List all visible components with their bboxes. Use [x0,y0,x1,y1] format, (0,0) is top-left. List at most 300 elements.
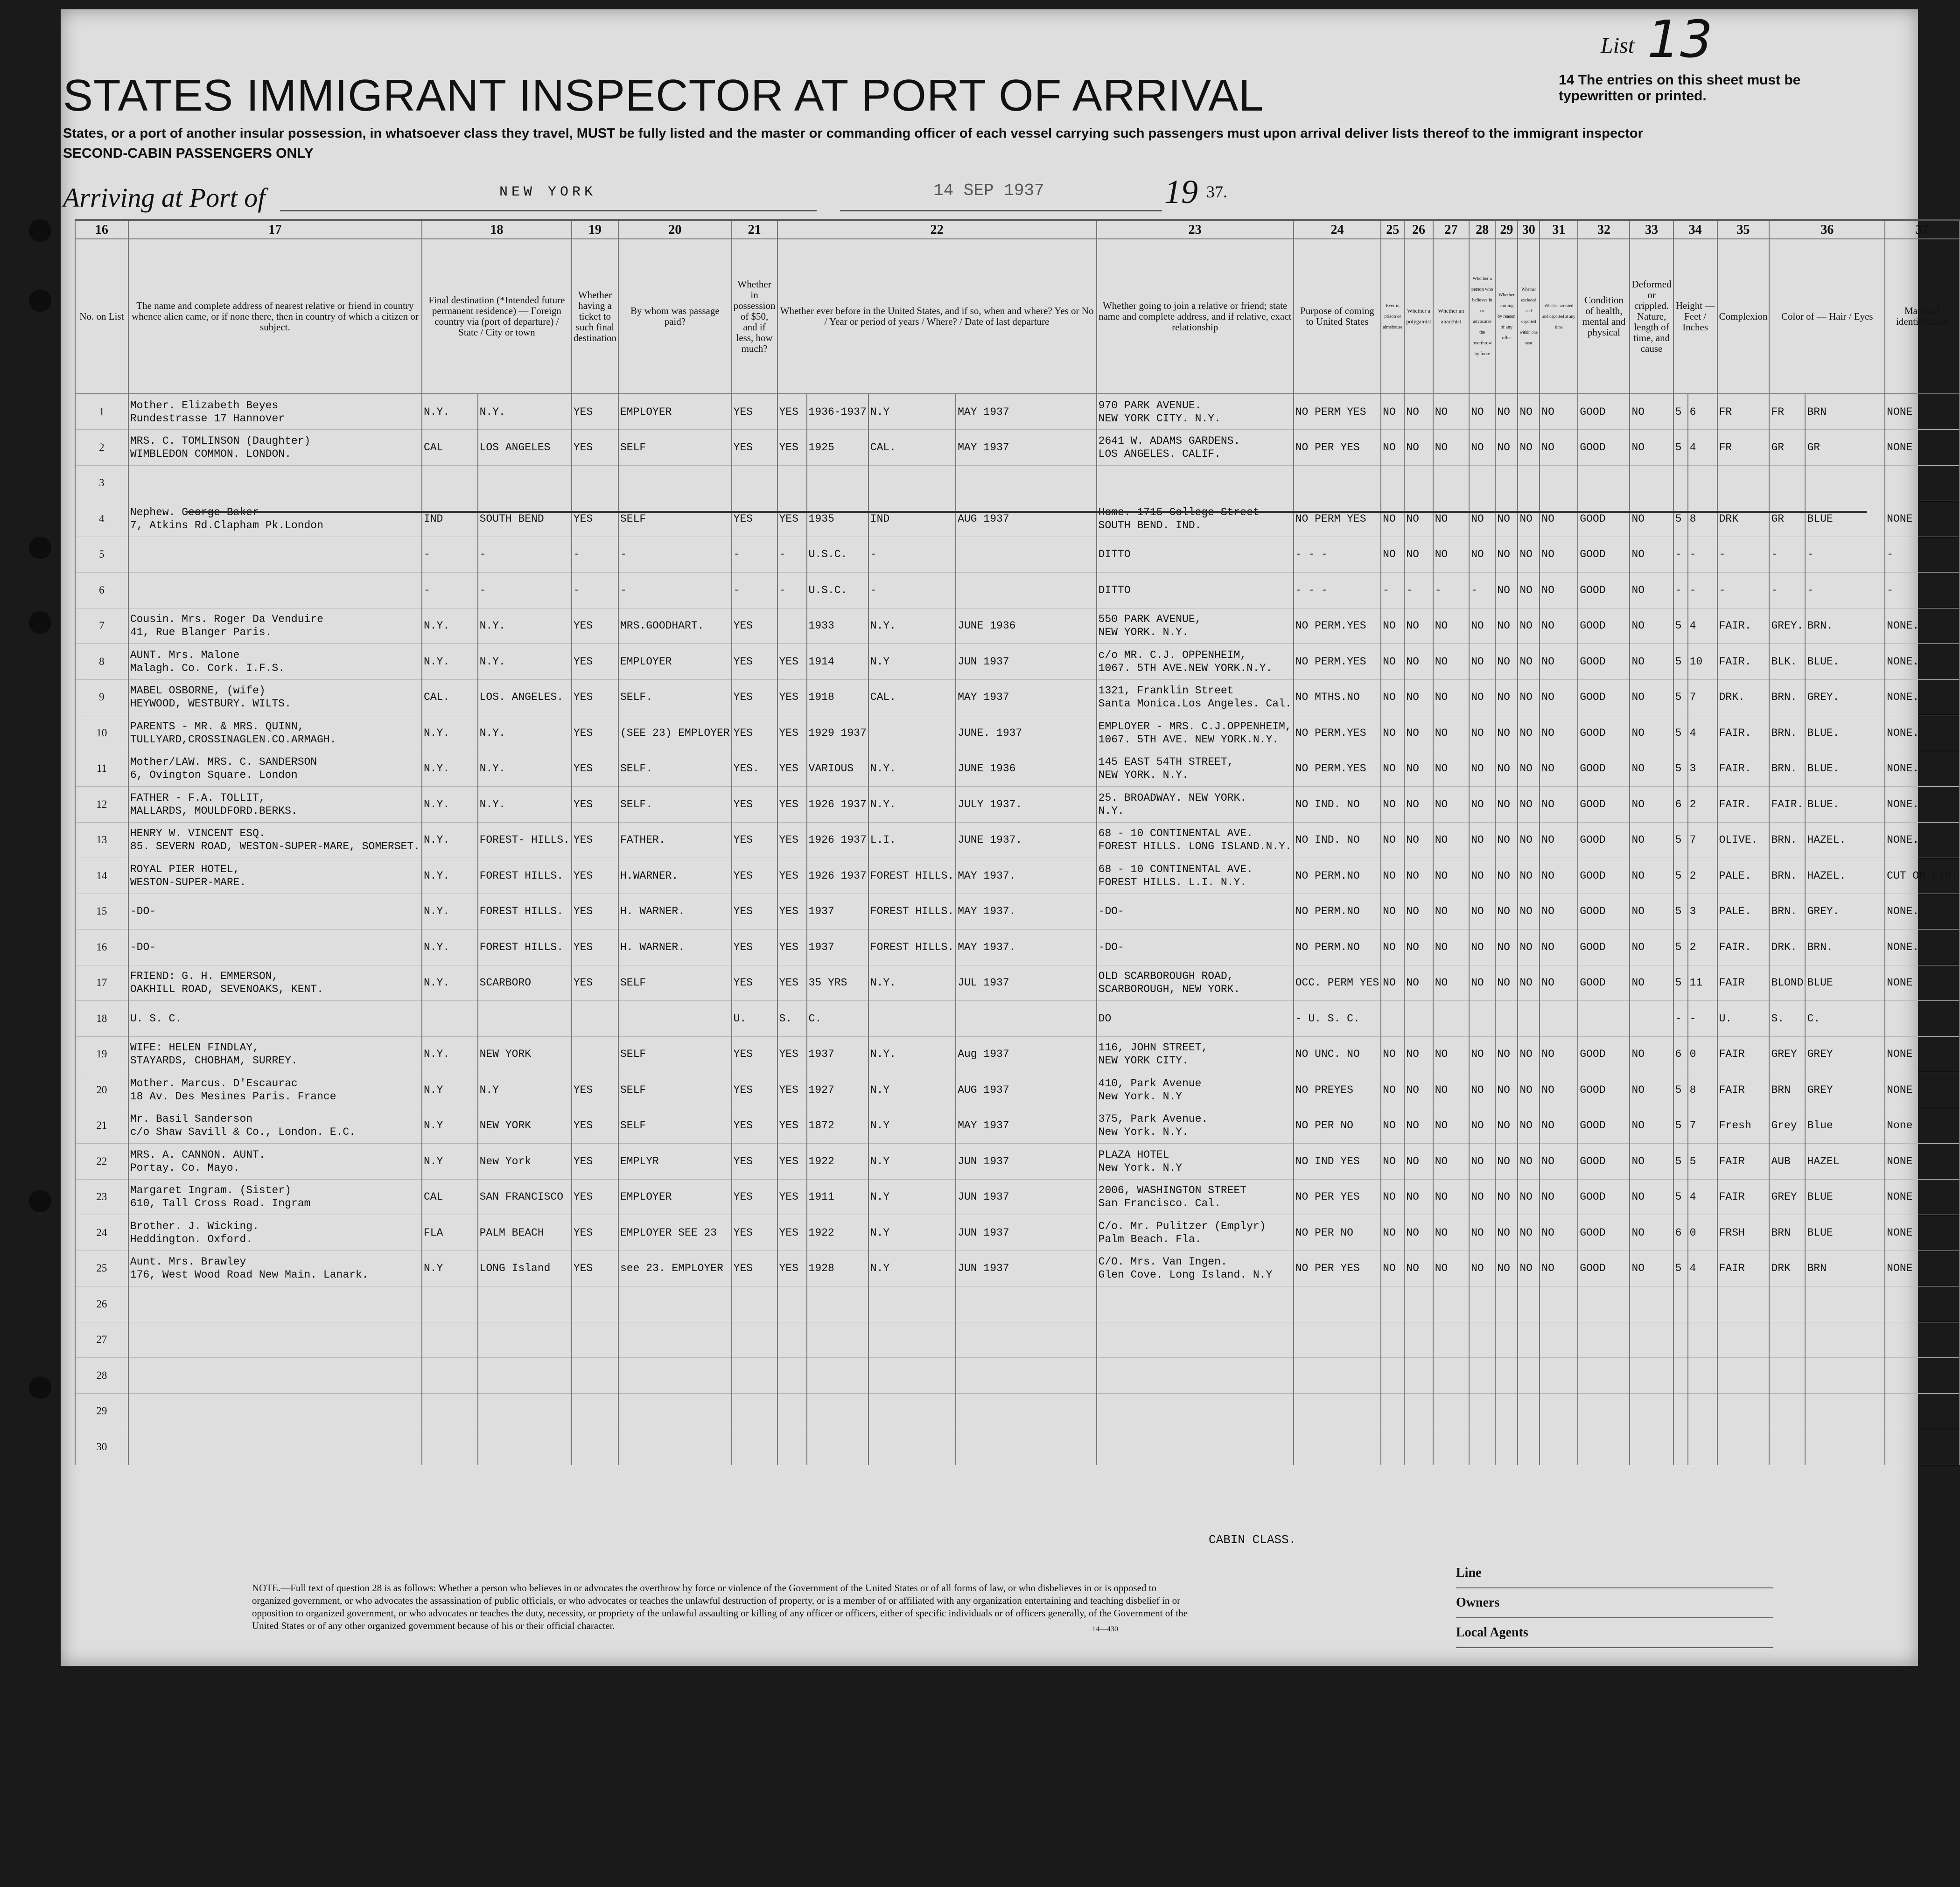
cell-paid: H. WARNER. [618,930,732,965]
cell-eyes [1805,1393,1885,1429]
cell-relative: Brother. J. Wicking. Heddington. Oxford. [128,1215,422,1251]
cell-ft: 5 [1673,679,1688,715]
page-title: STATES IMMIGRANT INSPECTOR AT PORT OF ARRIVAL [63,70,1264,120]
cell-ticket: YES [572,394,618,430]
cell-c26: NO [1404,1144,1433,1180]
cell-in: 5 [1688,1144,1717,1180]
cell-complexion: FAIR [1717,1036,1770,1072]
cell-before: YES [777,787,807,823]
cell-marks: NONE [1885,1144,1960,1180]
table-row [75,1001,1960,1037]
cell-eyes: BLUE [1805,1179,1885,1215]
header-health: Condition of health, mental and physical [1578,239,1630,394]
cell-join: 25. BROADWAY. NEW YORK. N.Y. [1097,787,1294,823]
cell-money: YES [732,858,777,894]
cell-state: N.Y. [422,394,478,430]
cell-dep [956,573,1096,608]
cell-deformed: NO [1630,858,1673,894]
cell-c30: NO [1518,787,1540,823]
cell-complexion: FAIR [1717,1251,1770,1286]
cell-c28: NO [1469,1215,1495,1251]
header-final-destination: Final destination (*Intended future permanent residence) — Foreign country via (port of departure) / State / City or town [422,239,572,394]
cell-c27: NO [1433,537,1469,573]
cell-c27: NO [1433,787,1469,823]
cell-no: 30 [75,1429,128,1465]
cell-in: 7 [1688,679,1717,715]
cell-dep: JUL 1937 [956,965,1096,1001]
cell-money: YES [732,1251,777,1286]
cell-paid: (SEE 23) EMPLOYER [618,715,732,751]
cell-complexion: FRSH [1717,1215,1770,1251]
cell-paid: SELF [618,1072,732,1108]
cell-relative [128,1358,422,1394]
cell-c30: NO [1518,501,1540,537]
cell-no: 28 [75,1358,128,1394]
cell-no: 18 [75,1001,128,1037]
cell-c28: NO [1469,608,1495,644]
cell-no: 21 [75,1108,128,1144]
cell-ticket [572,1036,618,1072]
cell-join: DO [1097,1001,1294,1037]
cell-c25: NO [1381,537,1404,573]
cell-c27: NO [1433,608,1469,644]
cell-c31: NO [1540,537,1578,573]
cell-c27: NO [1433,858,1469,894]
year-prefix: 19 [1164,173,1198,210]
cell-eyes: BRN [1805,394,1885,430]
cell-where [868,1322,956,1358]
cell-health: GOOD [1578,965,1630,1001]
cell-ticket: YES [572,1215,618,1251]
owners-label: Owners [1456,1588,1773,1618]
cell-no: 4 [75,501,128,537]
cell-city: SOUTH BEND [478,501,572,537]
cell-c25: NO [1381,430,1404,466]
cell-purpose: NO PERM YES [1294,501,1381,537]
cell-join: EMPLOYER - MRS. C.J.OPPENHEIM, 1067. 5TH AVE. NEW YORK.N.Y. [1097,715,1294,751]
port-underline [280,210,817,211]
cell-c31: NO [1540,679,1578,715]
cell-eyes: BRN [1805,1251,1885,1286]
cell-purpose: NO PER NO [1294,1108,1381,1144]
header-deformed: Deformed or crippled. Nature, length of time, and cause [1630,239,1673,394]
cell-money [732,1429,777,1465]
binder-hole [29,611,51,634]
cell-c25: NO [1381,822,1404,858]
cell-join: C/O. Mrs. Van Ingen. Glen Cove. Long Island. N.Y [1097,1251,1294,1286]
cell-before: YES [777,965,807,1001]
cell-no: 3 [75,465,128,501]
cell-c29: NO [1495,394,1518,430]
cell-in: 8 [1688,501,1717,537]
cell-join: DITTO [1097,537,1294,573]
cell-deformed: NO [1630,1144,1673,1180]
cell-hair: BRN. [1769,715,1805,751]
cell-purpose: - U. S. C. [1294,1001,1381,1037]
cell-c28: NO [1469,1108,1495,1144]
cell-years [807,1322,868,1358]
entries-note: 14 The entries on this sheet must be typewritten or printed. [1559,72,1801,104]
cell-c31: NO [1540,715,1578,751]
cell-marks: - [1885,537,1960,573]
line-label: Line [1456,1559,1773,1588]
cell-city [478,1429,572,1465]
cell-city: PALM BEACH [478,1215,572,1251]
cell-ticket: YES [572,930,618,965]
table-row [75,1144,1960,1180]
cell-ft: 5 [1673,1251,1688,1286]
cell-dep: MAY 1937 [956,1108,1096,1144]
cell-relative [128,1322,422,1358]
cell-c29: NO [1495,1108,1518,1144]
cell-marks: NONE. [1885,930,1960,965]
cell-join: 2006, WASHINGTON STREET San Francisco. Cal. [1097,1179,1294,1215]
cell-complexion: OLIVE. [1717,822,1770,858]
cell-c26: NO [1404,751,1433,787]
cell-ticket: - [572,537,618,573]
table-row [75,930,1960,965]
cell-where: L.I. [868,822,956,858]
cell-c27: NO [1433,751,1469,787]
cell-in: 4 [1688,1251,1717,1286]
cell-city [478,1286,572,1322]
cell-c28: NO [1469,930,1495,965]
cell-dep: MAY 1937 [956,430,1096,466]
cell-c29: NO [1495,1179,1518,1215]
cell-deformed: NO [1630,644,1673,680]
cell-ft: 5 [1673,930,1688,965]
cell-health: GOOD [1578,930,1630,965]
cell-health: GOOD [1578,608,1630,644]
cell-marks [1885,1393,1960,1429]
cell-years: C. [807,1001,868,1037]
cell-money: YES [732,679,777,715]
cell-c29: NO [1495,1251,1518,1286]
cell-complexion: FAIR [1717,1179,1770,1215]
cell-years: 1925 [807,430,868,466]
cell-ticket [572,1001,618,1037]
cell-complexion: FR [1717,430,1770,466]
cell-c25: NO [1381,751,1404,787]
cell-money: YES [732,1179,777,1215]
table-row [75,608,1960,644]
cell-years: 1929 1937 [807,715,868,751]
cell-purpose: NO PER YES [1294,430,1381,466]
cell-c27 [1433,1286,1469,1322]
cell-deformed: NO [1630,894,1673,930]
cell-city: FOREST HILLS. [478,894,572,930]
cell-eyes [1805,1286,1885,1322]
cell-deformed: NO [1630,537,1673,573]
cell-c31 [1540,1001,1578,1037]
cell-state [422,465,478,501]
cell-in: - [1688,537,1717,573]
cell-years: 1928 [807,1251,868,1286]
signature-block [1456,1559,1773,1648]
header-polygamist: Whether a polygamist [1404,239,1433,394]
cell-years: 1926 1937 [807,787,868,823]
cell-health: GOOD [1578,1072,1630,1108]
cell-ticket: YES [572,1144,618,1180]
cell-purpose: NO PER YES [1294,1251,1381,1286]
cell-c26: NO [1404,1036,1433,1072]
cell-before: YES [777,1144,807,1180]
cell-dep [956,1358,1096,1394]
cell-ft [1673,1358,1688,1394]
cell-deformed [1630,1429,1673,1465]
cell-c29: NO [1495,1072,1518,1108]
cell-dep [956,1322,1096,1358]
cell-city: SCARBORO [478,965,572,1001]
cell-years [807,465,868,501]
cell-before: - [777,537,807,573]
header-joining: Whether going to join a relative or friend; state name and complete address, and if relative, exact relationship [1097,239,1294,394]
cell-c29: NO [1495,787,1518,823]
cell-health: GOOD [1578,1215,1630,1251]
cell-c31: NO [1540,430,1578,466]
cell-c28: NO [1469,858,1495,894]
cell-c31: NO [1540,1036,1578,1072]
cell-dep: Aug 1937 [956,1036,1096,1072]
cell-no: 24 [75,1215,128,1251]
cell-paid: SELF. [618,751,732,787]
cell-health [1578,1322,1630,1358]
cell-before: YES [777,751,807,787]
cell-marks: NONE. [1885,751,1960,787]
cell-purpose: NO PERM.NO [1294,894,1381,930]
cell-deformed: NO [1630,1251,1673,1286]
cell-no: 22 [75,1144,128,1180]
cell-hair: DRK [1769,1251,1805,1286]
table-row [75,894,1960,930]
cell-c26: NO [1404,608,1433,644]
cell-c25: NO [1381,965,1404,1001]
cell-where: N.Y. [868,1036,956,1072]
cell-c26: NO [1404,537,1433,573]
cell-c29: NO [1495,965,1518,1001]
cell-c26: NO [1404,501,1433,537]
cell-dep [956,465,1096,501]
cell-eyes: BLUE. [1805,644,1885,680]
header-prison: Ever in prison or almshouse [1381,239,1404,394]
cell-purpose: NO IND YES [1294,1144,1381,1180]
cell-c31: NO [1540,1215,1578,1251]
cell-eyes [1805,1322,1885,1358]
cell-where: N.Y [868,1072,956,1108]
cell-hair [1769,465,1805,501]
cell-relative [128,1429,422,1465]
cell-ft [1673,1286,1688,1322]
cell-no: 14 [75,858,128,894]
cell-deformed: NO [1630,1036,1673,1072]
cell-before: YES [777,501,807,537]
cell-deformed [1630,1286,1673,1322]
column-number: 16 [75,220,128,239]
cell-city: New York [478,1144,572,1180]
cell-c25: NO [1381,1072,1404,1108]
cell-in: - [1688,573,1717,608]
cell-no: 19 [75,1036,128,1072]
cell-where: FOREST HILLS. [868,858,956,894]
cell-health: GOOD [1578,501,1630,537]
cell-health: GOOD [1578,573,1630,608]
cell-city: FOREST- HILLS. [478,822,572,858]
cell-join: DITTO [1097,573,1294,608]
cell-in [1688,1322,1717,1358]
cell-c30: NO [1518,1036,1540,1072]
column-number: 27 [1433,220,1469,239]
cell-state: CAL [422,430,478,466]
cell-in: 3 [1688,894,1717,930]
cell-where: N.Y. [868,965,956,1001]
cell-purpose: NO PER YES [1294,1179,1381,1215]
cell-complexion: FAIR. [1717,715,1770,751]
cell-purpose: NO PERM YES [1294,394,1381,430]
header-height: Height — Feet / Inches [1673,239,1717,394]
table-row [75,394,1960,430]
cell-deformed: NO [1630,1108,1673,1144]
cell-state: N.Y [422,1251,478,1286]
cell-c28: NO [1469,894,1495,930]
cell-deformed: NO [1630,573,1673,608]
cell-where: CAL. [868,679,956,715]
cell-c30: NO [1518,822,1540,858]
cell-c28: NO [1469,537,1495,573]
column-number: 26 [1404,220,1433,239]
cell-complexion: FAIR. [1717,751,1770,787]
column-number: 35 [1717,220,1770,239]
header-purpose: Purpose of coming to United States [1294,239,1381,394]
cell-c29: NO [1495,501,1518,537]
cell-c25 [1381,1001,1404,1037]
cell-c31: NO [1540,822,1578,858]
cell-c25: NO [1381,1215,1404,1251]
class-line: SECOND-CABIN PASSENGERS ONLY [63,146,314,161]
cell-ft: 5 [1673,822,1688,858]
cell-marks: None [1885,1108,1960,1144]
cell-health [1578,1429,1630,1465]
cell-health: GOOD [1578,751,1630,787]
cell-complexion: FAIR. [1717,930,1770,965]
cell-ft: 5 [1673,858,1688,894]
cell-deformed: NO [1630,1072,1673,1108]
cell-ticket: YES [572,1179,618,1215]
cell-join: 410, Park Avenue New York. N.Y [1097,1072,1294,1108]
cell-paid [618,1393,732,1429]
cell-relative: MRS. C. TOMLINSON (Daughter) WIMBLEDON COMMON. LONDON. [128,430,422,466]
cell-marks: CUT ON LIP. [1885,858,1960,894]
cell-eyes: HAZEL. [1805,858,1885,894]
cell-c29 [1495,1429,1518,1465]
cell-no: 16 [75,930,128,965]
cell-join: 970 PARK AVENUE. NEW YORK CITY. N.Y. [1097,394,1294,430]
table-row [75,965,1960,1001]
cell-purpose: NO PERM.NO [1294,858,1381,894]
cell-where [868,715,956,751]
cell-c28 [1469,1393,1495,1429]
cell-c28: NO [1469,715,1495,751]
cell-where: N.Y [868,1108,956,1144]
cell-eyes: BLUE. [1805,715,1885,751]
cell-complexion: DRK [1717,501,1770,537]
cell-c31: NO [1540,1108,1578,1144]
cell-marks: NONE. [1885,679,1960,715]
cell-complexion [1717,1286,1770,1322]
cell-paid: EMPLYR [618,1144,732,1180]
cell-c30: NO [1518,573,1540,608]
cell-ticket: YES [572,965,618,1001]
cell-c28 [1469,1001,1495,1037]
cell-c30 [1518,1001,1540,1037]
cell-c29: NO [1495,644,1518,680]
cell-money: YES. [732,751,777,787]
cell-paid: SELF [618,430,732,466]
cell-paid: SELF. [618,679,732,715]
cell-ft [1673,1322,1688,1358]
cell-purpose: NO PERM.YES [1294,751,1381,787]
cell-c27 [1433,1393,1469,1429]
cell-ticket: YES [572,679,618,715]
cell-eyes: GREY. [1805,679,1885,715]
cell-c28: NO [1469,965,1495,1001]
cell-money: YES [732,894,777,930]
cell-money: - [732,537,777,573]
cell-relative: MRS. A. CANNON. AUNT. Portay. Co. Mayo. [128,1144,422,1180]
binder-hole [29,219,51,242]
arriving-label: Arriving at Port of [63,182,266,213]
cell-hair: GREY [1769,1179,1805,1215]
cell-complexion: FAIR [1717,1072,1770,1108]
cell-relative [128,465,422,501]
cell-city: LOS ANGELES [478,430,572,466]
cell-marks: NONE [1885,1072,1960,1108]
header-ticket: Whether having a ticket to such final destination [572,239,618,394]
cell-c30: NO [1518,1144,1540,1180]
cell-money: YES [732,644,777,680]
cell-c31: NO [1540,858,1578,894]
cell-c27: NO [1433,894,1469,930]
cell-marks: NONE [1885,430,1960,466]
cell-no: 10 [75,715,128,751]
cell-health: GOOD [1578,1144,1630,1180]
cell-ticket: YES [572,1072,618,1108]
cell-relative: HENRY W. VINCENT ESQ. 85. SEVERN ROAD, WESTON-SUPER-MARE, SOMERSET. [128,822,422,858]
cell-health: GOOD [1578,858,1630,894]
cell-paid: - [618,537,732,573]
cell-c26: NO [1404,1108,1433,1144]
cell-complexion: DRK. [1717,679,1770,715]
cell-c28: NO [1469,1036,1495,1072]
cell-dep: MAY 1937. [956,858,1096,894]
cell-marks [1885,1001,1960,1037]
cell-purpose: NO IND. NO [1294,822,1381,858]
cell-hair: GR [1769,430,1805,466]
column-number: 37 [1885,220,1960,239]
cell-years: 1937 [807,894,868,930]
cell-eyes: BLUE [1805,965,1885,1001]
table-row [75,858,1960,894]
cell-c29 [1495,1358,1518,1394]
cell-c25: NO [1381,394,1404,430]
cell-where: FOREST HILLS. [868,930,956,965]
header-color: Color of — Hair / Eyes [1769,239,1885,394]
cell-c30: NO [1518,1072,1540,1108]
cell-ft: 5 [1673,501,1688,537]
table-row [75,430,1960,466]
cell-c30 [1518,1429,1540,1465]
cell-money: YES [732,430,777,466]
cell-dep [956,1393,1096,1429]
